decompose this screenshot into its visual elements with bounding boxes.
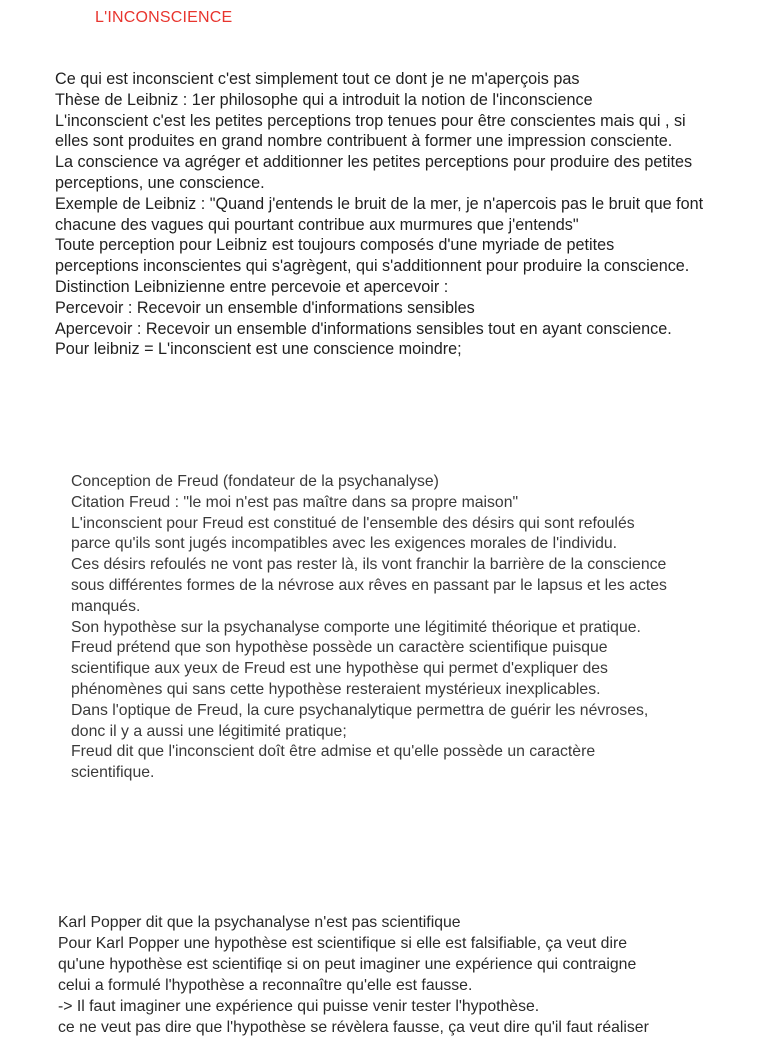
freud-line: Freud dit que l'inconscient doît être admise et qu'elle possède un caractère bbox=[71, 743, 596, 761]
leibniz-line: Distinction Leibnizienne entre percevoie et apercevoir : bbox=[55, 277, 449, 296]
freud-line: Son hypothèse sur la psychanalyse comporte une légitimité théorique et pratique. bbox=[71, 618, 641, 636]
leibniz-section bbox=[55, 69, 703, 360]
page-title: L'INCONSCIENCE bbox=[95, 9, 233, 26]
leibniz-line: Thèse de Leibniz : 1er philosophe qui a introduit la notion de l'inconscience bbox=[55, 90, 593, 109]
freud-section bbox=[71, 472, 667, 784]
leibniz-line: L'inconscient c'est les petites perceptions trop tenues pour être conscientes mais qui , si bbox=[55, 111, 686, 130]
freud-line: manqués. bbox=[71, 597, 141, 615]
leibniz-line: Toute perception pour Leibniz est toujours composés d'une myriade de petites bbox=[55, 236, 615, 255]
leibniz-line: elles sont produites en grand nombre contribuent à former une impression consciente. bbox=[55, 132, 673, 151]
leibniz-line: La conscience va agréger et additionner les petites perceptions pour produire des petites bbox=[55, 153, 693, 172]
leibniz-line: Exemple de Leibniz : "Quand j'entends le bruit de la mer, je n'apercois pas le bruit que font bbox=[55, 194, 704, 213]
freud-line: Dans l'optique de Freud, la cure psychanalytique permettra de guérir les névroses, bbox=[71, 701, 649, 719]
freud-line: parce qu'ils sont jugés incompatibles avec les exigences morales de l'individu. bbox=[71, 535, 618, 553]
leibniz-line: perceptions, une conscience. bbox=[55, 173, 265, 192]
freud-line: Conception de Freud (fondateur de la psychanalyse) bbox=[71, 473, 439, 490]
freud-line: Citation Freud : "le moi n'est pas maître dans sa propre maison" bbox=[71, 493, 519, 511]
freud-line: Freud prétend que son hypothèse possède un caractère scientifique puisque bbox=[71, 639, 608, 657]
leibniz-line: Apercevoir : Recevoir un ensemble d'informations sensibles tout en ayant conscience. bbox=[55, 319, 672, 338]
popper-section bbox=[58, 912, 649, 1038]
leibniz-line: Ce qui est inconscient c'est simplement tout ce dont je ne m'aperçois pas bbox=[55, 70, 580, 88]
freud-line: L'inconscient pour Freud est constitué de l'ensemble des désirs qui sont refoulés bbox=[71, 514, 635, 532]
popper-line: qu'une hypothèse est scientifiqe si on peut imaginer une expérience qui contraigne bbox=[58, 956, 637, 973]
leibniz-line: Pour leibniz = L'inconscient est une conscience moindre; bbox=[55, 340, 462, 359]
freud-line: scientifique. bbox=[71, 764, 155, 782]
freud-line: Ces désirs refoulés ne vont pas rester là, ils vont franchir la barrière de la conscience bbox=[71, 556, 667, 574]
freud-line: phénomènes qui sans cette hypothèse resteraient mystérieux inexplicables. bbox=[71, 680, 601, 698]
popper-line: -> Il faut imaginer une expérience qui puisse venir tester l'hypothèse. bbox=[58, 998, 540, 1015]
popper-line: ce ne veut pas dire que l'hypothèse se révèlera fausse, ça veut dire qu'il faut réaliser bbox=[58, 1019, 649, 1036]
leibniz-line: perceptions inconscientes qui s'agrègent, qui s'additionnent pour produire la conscience. bbox=[55, 257, 690, 276]
leibniz-line: chacune des vagues qui pourtant contribue aux murmures que j'entends" bbox=[55, 215, 579, 234]
freud-line: sous différentes formes de la névrose aux rêves en passant par le lapsus et les actes bbox=[71, 576, 667, 594]
freud-line: scientifique aux yeux de Freud est une hypothèse qui permet d'expliquer des bbox=[71, 660, 608, 678]
popper-line: Karl Popper dit que la psychanalyse n'est pas scientifique bbox=[58, 914, 461, 931]
popper-line: Pour Karl Popper une hypothèse est scientifique si elle est falsifiable, ça veut dire bbox=[58, 935, 628, 952]
leibniz-line: Percevoir : Recevoir un ensemble d'informations sensibles bbox=[55, 298, 475, 317]
popper-line: celui a formulé l'hypothèse a reconnaître qu'elle est fausse. bbox=[58, 977, 473, 994]
freud-line: donc il y a aussi une légitimité pratique; bbox=[71, 722, 347, 740]
